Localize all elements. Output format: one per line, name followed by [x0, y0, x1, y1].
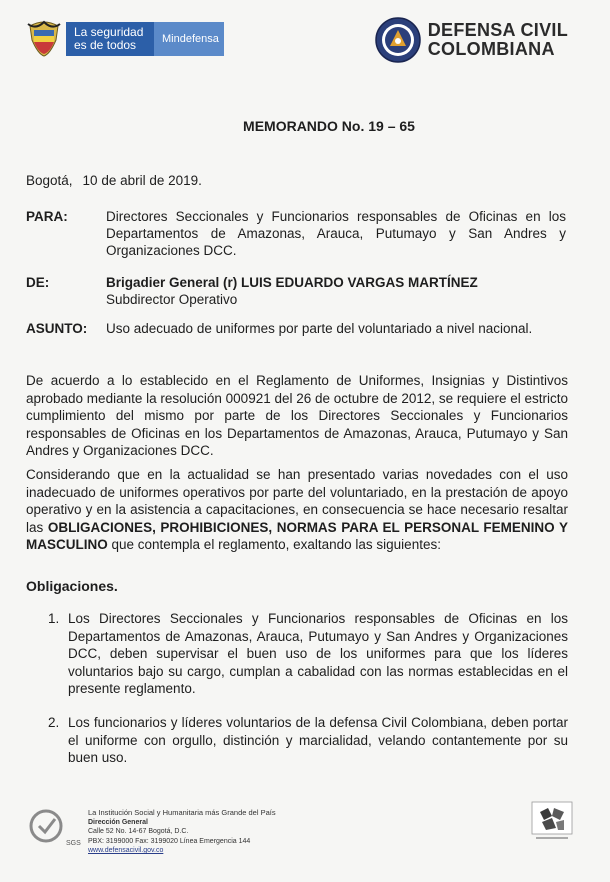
footer-website-link[interactable]: www.defensacivil.gov.co: [88, 847, 164, 854]
humanitarian-network-logo-icon: [530, 800, 574, 844]
sgs-label: SGS: [66, 840, 81, 847]
gov-slogan-line2: es de todos: [74, 38, 137, 52]
ministry-label: Mindefensa: [154, 22, 224, 56]
organization-branding: [374, 16, 568, 64]
government-branding: [26, 20, 224, 58]
body-paragraph-1: De acuerdo a lo establecido en el Reglamento de Uniformes, Insignias y Distintivos aprobado mediante la resolución 000921 del 26 de octubre de 2012, se requiere el estricto cumplimiento del mismo por parte de los Directores Seccionales y Funcionarios responsables de Oficinas en los Departamentos de Amazonas, Arauca, Putumayo y San Andres y Organizaciones DCC.: [26, 373, 568, 458]
organization-name-line1: DEFENSA CIVIL: [427, 20, 568, 40]
list-item-number: 2.: [48, 715, 60, 730]
body-paragraph-2-start: Considerando que en la actualidad se han presentado varias novedades con el uso inadecuado de uniformes operativos por parte del voluntariado, en la prestación de apoyo operativo y en la asistencia a capacitaciones, en consecuencia se hace necesario resaltar las: [26, 467, 568, 535]
memo-date: 10 de abril de 2019.: [82, 173, 202, 188]
para-value: Directores Seccionales y Funcionarios responsables de Oficinas en los Departamentos de Amazonas, Arauca, Putumayo y San Andres y Organizaciones DCC.: [106, 209, 566, 258]
section-title: Obligaciones.: [26, 578, 118, 594]
de-role: Subdirector Operativo: [106, 292, 238, 307]
gov-badge: [66, 22, 224, 56]
memo-date-line: [26, 173, 202, 188]
asunto-label: ASUNTO:: [26, 321, 88, 336]
body-paragraph-2-end: que contempla el reglamento, exaltando las siguientes:: [107, 537, 441, 552]
organization-name-line2: COLOMBIANA: [427, 39, 555, 59]
list-item-text: Los funcionarios y líderes voluntarios de la defensa Civil Colombiana, deben portar el uniforme con orgullo, distinción y marcialidad, velando contantemente por su buen uso.: [68, 715, 568, 765]
organization-name: [428, 21, 568, 59]
footer-phones: PBX: 3199000 Fax: 3199020 Línea Emergencia 144: [88, 837, 251, 845]
footer-tagline: La Institución Social y Humanitaria más Grande del País: [88, 808, 276, 817]
asunto-field: [26, 320, 566, 337]
de-label: DE:: [26, 275, 50, 290]
list-item-number: 1.: [48, 611, 60, 626]
asunto-value: Uso adecuado de uniformes por parte del voluntariado a nivel nacional.: [106, 321, 533, 336]
sgs-certification-icon: [26, 808, 81, 848]
footer-contact: [88, 808, 276, 856]
body-paragraph-2-emphasis: OBLIGACIONES, PROHIBICIONES, NORMAS PARA EL PERSONAL FEMENINO Y MASCULINO: [26, 519, 568, 552]
gov-slogan: [66, 22, 154, 56]
de-field: [26, 274, 566, 308]
footer-address: Calle 52 No. 14-67 Bogotá, D.C.: [88, 828, 189, 835]
body-paragraph-2: [26, 466, 568, 554]
para-label: PARA:: [26, 209, 68, 224]
list-item-text: Los Directores Seccionales y Funcionarios responsables de Oficinas en los Departamentos de Amazonas, Arauca, Putumayo y San Andres y Organizaciones DCC, deben supervisar el buen uso de los uniformes para que los líderes voluntarios bajo su cargo, cumplan a cabalidad con las normas establecidas en el presente reglamento.: [68, 611, 568, 696]
de-name: Brigadier General (r) LUIS EDUARDO VARGAS MARTÍNEZ: [106, 275, 478, 290]
memo-city: Bogotá,: [26, 173, 73, 188]
de-value: [106, 274, 566, 308]
defensa-civil-seal-icon: [374, 16, 422, 64]
gov-slogan-line1: La seguridad: [74, 25, 144, 39]
list-item: [48, 714, 568, 767]
para-field: [26, 208, 566, 259]
memo-title: MEMORANDO No. 19 – 65: [243, 118, 415, 134]
footer-office: Dirección General: [88, 818, 148, 826]
list-item: [48, 610, 568, 698]
colombia-crest-icon: [26, 20, 62, 58]
